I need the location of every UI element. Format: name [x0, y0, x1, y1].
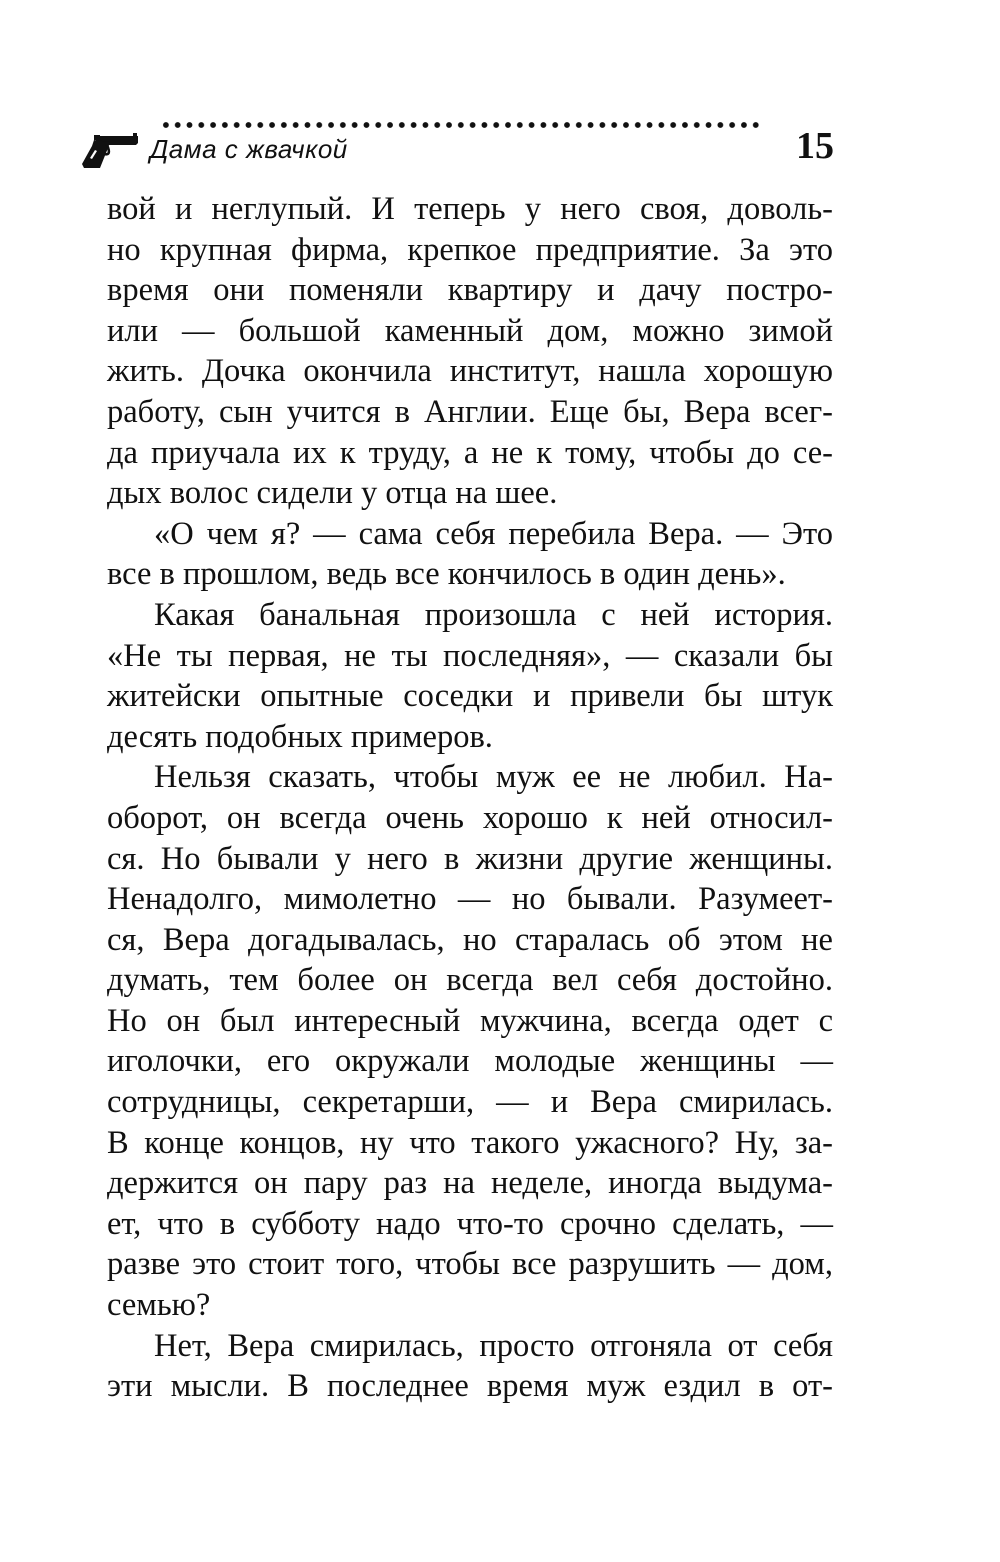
text-line: В конце концов, ну что такого ужасного? Ну, за-	[107, 1124, 833, 1161]
text-line: семью?	[107, 1287, 211, 1324]
body-text	[107, 189, 833, 1407]
text-line: или — большой каменный дом, можно зимой	[107, 312, 833, 349]
text-line: Ненадолго, мимолетно — но бывали. Разумеет-	[107, 881, 833, 918]
text-line: Нельзя сказать, чтобы муж ее не любил. На-	[154, 759, 833, 796]
text-line: житейски опытные соседки и привели бы штук	[107, 678, 833, 715]
text-line: ся, Вера догадывалась, но старалась об этом не	[107, 921, 833, 958]
text-line: дых волос сидели у отца на шее.	[107, 475, 558, 512]
text-line: Какая банальная произошла с ней история.	[154, 596, 833, 633]
text-line: иголочки, его окружали молодые женщины —	[107, 1043, 833, 1080]
text-line: держится он пару раз на неделе, иногда выдума-	[107, 1165, 833, 1202]
text-line: жить. Дочка окончила институт, нашла хорошую	[107, 353, 833, 390]
text-line: да приучала их к труду, а не к тому, чтобы до се-	[107, 434, 833, 471]
text-line: вой и неглупый. И теперь у него своя, доволь-	[107, 191, 833, 227]
text-line: ся. Но бывали у него в жизни другие женщины.	[107, 840, 833, 877]
text-line: сотрудницы, секретарши, — и Вера смирилась.	[107, 1084, 833, 1121]
text-line: все в прошлом, ведь все кончилось в один день».	[107, 556, 786, 593]
text-line: разве это стоит того, чтобы все разрушить — дом,	[107, 1246, 833, 1283]
page-number: 15	[796, 125, 834, 167]
dotted-rule	[160, 118, 760, 132]
text-line: Нет, Вера смирилась, просто отгоняла от себя	[154, 1327, 833, 1364]
text-line: но крупная фирма, крепкое предприятие. За это	[107, 231, 833, 268]
running-title: Дама с жвачкой	[150, 134, 348, 164]
pistol-icon	[78, 130, 140, 170]
text-line: Но он был интересный мужчина, всегда одет с	[107, 1002, 833, 1039]
running-header	[78, 118, 838, 178]
text-line: оборот, он всегда очень хорошо к ней относил-	[107, 799, 833, 836]
text-line: «Не ты первая, не ты последняя», — сказали бы	[107, 637, 833, 674]
text-line: работу, сын учится в Англии. Еще бы, Вера всег-	[107, 393, 833, 430]
text-line: десять подобных примеров.	[107, 718, 493, 755]
text-line: эти мысли. В последнее время муж ездил в от-	[107, 1368, 833, 1405]
text-line: «О чем я? — сама себя перебила Вера. — Это	[154, 515, 833, 552]
text-line: думать, тем более он всегда вел себя достойно.	[107, 962, 833, 999]
text-line: ет, что в субботу надо что-то срочно сделать, —	[107, 1205, 833, 1242]
text-line: время они поменяли квартиру и дачу постро-	[107, 272, 833, 309]
